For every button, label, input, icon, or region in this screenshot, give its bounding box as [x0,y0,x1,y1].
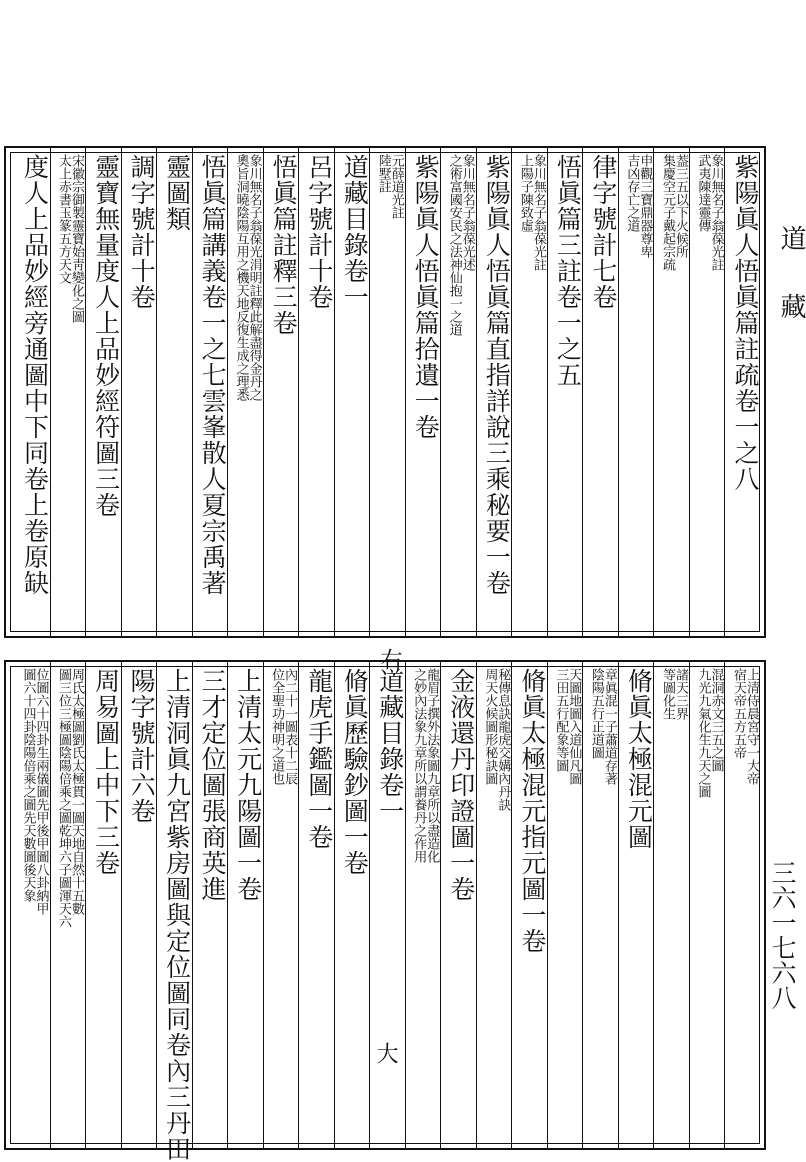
column-rule [334,662,335,1148]
column-rule [618,662,619,1148]
entry-column: 金液還丹印證圖一卷 [446,668,476,902]
annotation-column [265,668,297,1142]
entry-column: 上清太元九陽圖一卷 [233,668,263,902]
column-rule [724,148,725,636]
upper-panel [4,146,766,670]
page-number: 三六一七六八 [768,860,797,1010]
column-rule [440,148,441,636]
entry-column: 紫陽眞人悟眞篇直指詳說三乘秘要一卷 [482,154,512,596]
column-rule [85,148,86,636]
annotation-line: 之妙內法象九章所以謂養丹之作用 [411,668,427,863]
annotation-column [407,668,439,1142]
column-rule [263,662,264,1148]
annotation-line: 集慶空元子戴起宗疏 [659,154,675,271]
annotation-line: 陸墅註 [375,154,391,193]
annotation-line: 之術富國安民之法神仙抱一之道 [446,154,462,336]
entry-column: 度人上品妙經旁通圖中下同卷上卷原缺 [20,154,50,596]
annotation-column [371,154,403,630]
annotation-line: 圖六十四卦陰陽倍乘之圖先天數圖後天象 [20,668,36,902]
upper-marker: 右 [377,648,402,670]
entry-column: 脩眞歷驗鈔圖一卷 [340,668,370,876]
annotation-line: 三田五行配象等圖 [553,668,569,772]
entry-column: 紫陽眞人悟眞篇拾遺一卷 [411,154,441,440]
annotation-column [478,668,510,1142]
column-rule [50,662,51,1148]
column-rule [653,148,654,636]
column-rule [547,148,548,636]
column-rule [582,148,583,636]
column-rule [582,662,583,1148]
annotation-line: 內二十一圖表十二辰 [282,668,298,785]
column-rule [192,148,193,636]
lower-panel [4,660,766,1162]
column-rule [511,662,512,1148]
annotation-column [655,154,687,630]
entry-column: 律字號計七卷 [588,154,618,310]
annotation-line: 吉凶存亡之道 [624,154,640,232]
annotation-line: 象川無名子翁葆光註 [530,154,546,271]
annotation-column [16,668,48,1142]
annotation-line: 葢三五以下火候所 [672,154,688,258]
annotation-line: 周氏太極圖劉氏太極貫一圖天地自然十五數 [69,668,85,915]
annotation-column [52,154,84,630]
margin-title: 道藏 [776,225,806,361]
annotation-line: 天圖地圖入道仙凡圖 [566,668,582,785]
annotation-line: 諸天三界 [672,668,688,720]
annotation-column [584,668,616,1142]
annotation-line: 象川無名子翁葆光述 [459,154,475,271]
column-rule [689,662,690,1148]
column-rule [334,148,335,636]
annotation-line: 位圖六十四卦生兩儀圖先甲後甲圖八卦納甲 [33,668,49,915]
entry-column: 悟眞篇註釋三卷 [269,154,299,336]
column-rule [689,148,690,636]
column-rule [618,148,619,636]
entry-column: 靈寶無量度人上品妙經符圖三卷 [91,154,121,518]
annotation-line: 等圖化生 [659,668,675,720]
column-rule [298,148,299,636]
column-rule [263,148,264,636]
annotation-line: 象川無名子翁葆光涓明註釋此解盡得金丹之 [246,154,262,401]
column-rule [85,662,86,1148]
annotation-line: 九光九氣化生九天之圖 [695,668,711,798]
entry-column: 悟眞篇講義卷一之七雲峯散人夏宗禹著 [198,154,228,596]
annotation-line: 元薛道光註 [388,154,404,219]
column-rule [405,148,406,636]
annotation-line: 上陽子陳致虛 [517,154,533,232]
annotation-column [655,668,687,1142]
entry-column: 道藏目錄卷一 [340,154,370,310]
annotation-line: 位全聖功神明之道也 [269,668,285,785]
annotation-column [726,668,758,1142]
annotation-line: 宋徽宗御製靈寶始靑變化之圖 [69,154,85,323]
column-rule [298,662,299,1148]
column-rule [440,662,441,1148]
entry-column: 周易圖上中下三卷 [91,668,121,876]
entry-column: 龍虎手鑑圖一卷 [304,668,334,850]
column-rule [369,662,370,1148]
entry-column: 脩眞太極混元指元圖一卷 [517,668,547,954]
column-rule [227,662,228,1148]
annotation-line: 武夷陳達靈傳 [695,154,711,232]
column-rule [476,148,477,636]
annotation-line: 宿天帝五方五帝 [730,668,746,759]
annotation-line: 龍眉子撰外法象圖九章所以盡造化 [424,668,440,863]
annotation-column [513,154,545,630]
entry-column: 脩眞太極混元圖 [624,668,654,850]
annotation-line: 奧旨洞曉陰陽互用之機天地反復生成之理悉 [233,154,249,401]
annotation-line: 混洞赤文三五之圖 [708,668,724,772]
entry-column: 呂字號計十卷 [304,154,334,310]
annotation-column [691,668,723,1142]
entry-column: 上清洞眞九宮紫房圖與定位圖同卷內三丹田 [162,668,192,1162]
annotation-column [229,154,261,630]
column-rule [156,662,157,1148]
annotation-column [442,154,474,630]
annotation-line: 秘傳息訣龍虎交媾內丹訣 [495,668,511,811]
annotation-line: 周天火候圖形秘訣圖 [482,668,498,785]
column-rule [50,148,51,636]
column-rule [121,148,122,636]
annotation-line: 章眞混一子蕭道存著 [601,668,617,785]
annotation-line: 上清侍晨宮守一大帝 [743,668,759,785]
entry-column: 道藏目錄卷一 [375,668,405,824]
column-rule [369,148,370,636]
column-rule [511,148,512,636]
entry-column: 靈圖類 [162,154,192,232]
annotation-column [620,154,652,630]
annotation-line: 太上赤書玉篆五方天文 [56,154,72,284]
entry-column: 紫陽眞人悟眞篇註疏卷一之八 [730,154,760,492]
entry-column: 陽字號計六卷 [127,668,157,824]
entry-column: 調字號計十卷 [127,154,157,310]
lower-marker: 大 [373,1042,398,1064]
column-rule [547,662,548,1148]
column-rule [405,662,406,1148]
column-rule [121,662,122,1148]
column-rule [476,662,477,1148]
entry-column: 三才定位圖張商英進 [198,668,228,902]
column-rule [653,662,654,1148]
annotation-column [549,668,581,1142]
column-rule [724,662,725,1148]
annotation-line: 陰陽五行正道圖 [588,668,604,759]
entry-column: 悟眞篇三註卷一之五 [553,154,583,388]
annotation-column [52,668,84,1142]
annotation-column [691,154,723,630]
annotation-line: 象川無名子翁葆光註 [708,154,724,271]
column-rule [156,148,157,636]
column-rule [227,148,228,636]
column-rule [192,662,193,1148]
annotation-line: 申觀三寶鼎器尊卑 [637,154,653,258]
annotation-line: 圖三位三極圖陰陽倍乘之圖乾坤六子圖渾天六 [56,668,72,928]
